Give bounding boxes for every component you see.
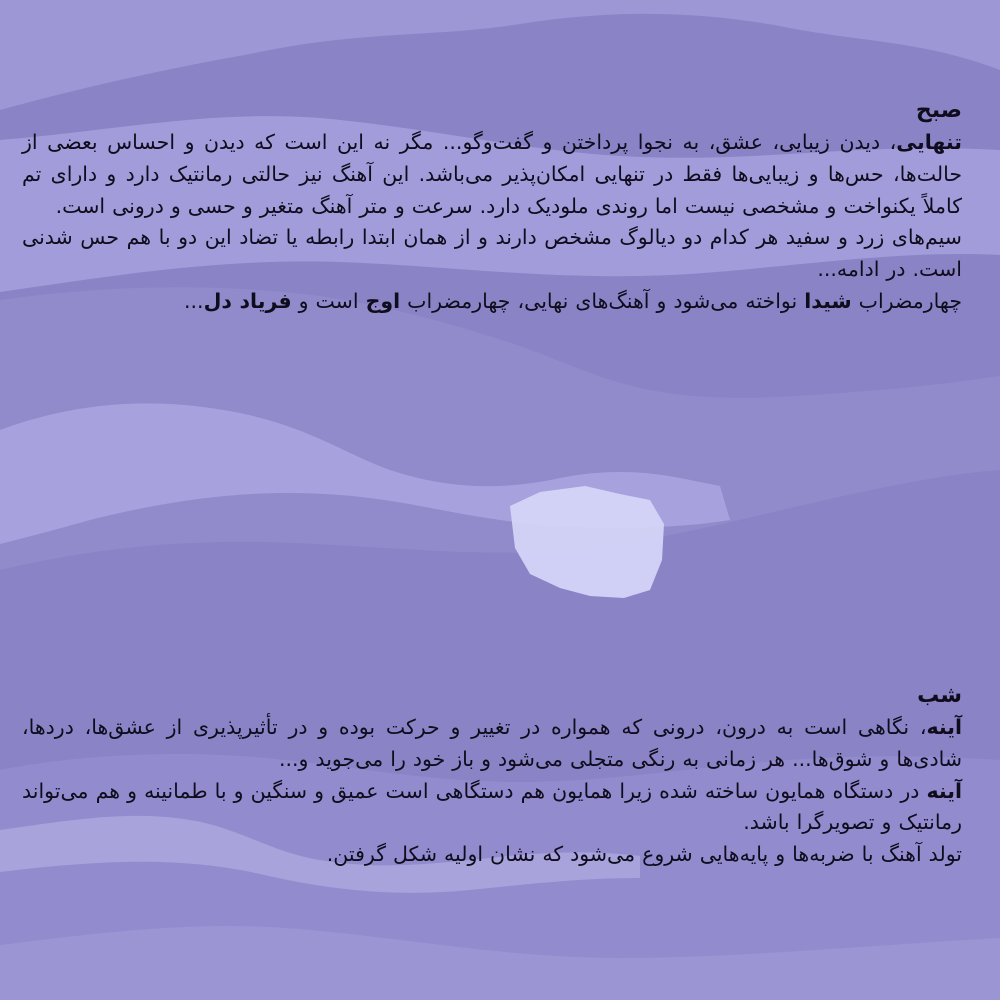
morning-title: صبح [915, 98, 962, 123]
morning-paragraph-1-text: ، دیدن زیبایی، عشق، به نجوا پرداختن و گفت‌وگو... مگر نه این است که دیدن و احساس بعضی از حالت‌ها، حس‌ها و زیبایی‌ها فقط در تنهایی امکان‌پذیر می‌باشد. این آهنگ نیز حالتی رمانتیک دارد و دارای تم کاملاً یکنواخت و مشخصی نیست اما روندی ملودیک دارد. سرعت و متر آهنگ متغیر و حسی و درونی است. [22, 130, 962, 218]
night-paragraph-3-text: تولد آهنگ با ضربه‌ها و پایه‌هایی شروع می‌شود که نشان اولیه شکل گرفتن. [326, 842, 962, 867]
morning-paragraph-3-bold-faryad-del: فریاد دل [203, 288, 292, 313]
morning-paragraph-3 [22, 286, 962, 318]
night-paragraph-1-bold: آینه [926, 715, 962, 739]
night-paragraph-1 [22, 712, 962, 776]
morning-paragraph-3-bold-ouj: اوج [365, 288, 401, 313]
night-section [22, 680, 962, 871]
night-paragraph-1-text: ، نگاهی است به درون، درونی که همواره در تغییر و حرکت بوده و در تأثیرپذیری از عشق‌ها، دردها، شادی‌ها و شوق‌ها... هر زمانی به رنگی متجلی می‌شود و باز خود را می‌جوید و... [22, 715, 962, 771]
morning-paragraph-3-text-a: چهارمضراب [851, 288, 962, 313]
morning-paragraph-3-bold-shaida: شیدا [804, 288, 852, 313]
night-paragraph-2-text: در دستگاه همایون ساخته شده زیرا همایون هم دستگاهی است عمیق و سنگین و با طمانینه و هم می‌تواند رمانتیک و تصویرگرا باشد. [22, 778, 962, 835]
night-paragraph-2 [22, 776, 962, 840]
morning-paragraph-3-text-b: نواخته می‌شود و آهنگ‌های نهایی، چهارمضراب [400, 288, 805, 313]
night-paragraph-2-bold: آینه [926, 778, 962, 803]
morning-paragraph-2 [22, 222, 962, 286]
morning-paragraph-3-text-d: ... [184, 288, 204, 313]
night-paragraph-3 [22, 839, 962, 871]
morning-paragraph-3-text-c: است و [291, 288, 366, 313]
morning-paragraph-1 [22, 127, 962, 222]
morning-paragraph-1-bold: تنهایی [896, 130, 962, 154]
night-title: شب [917, 683, 962, 708]
morning-paragraph-2-text: سیم‌های زرد و سفید هر کدام دو دیالوگ مشخص دارند و از همان ابتدا رابطه یا تضاد این دو با هم حس شدنی است. در ادامه... [22, 225, 962, 282]
morning-section [22, 95, 962, 318]
